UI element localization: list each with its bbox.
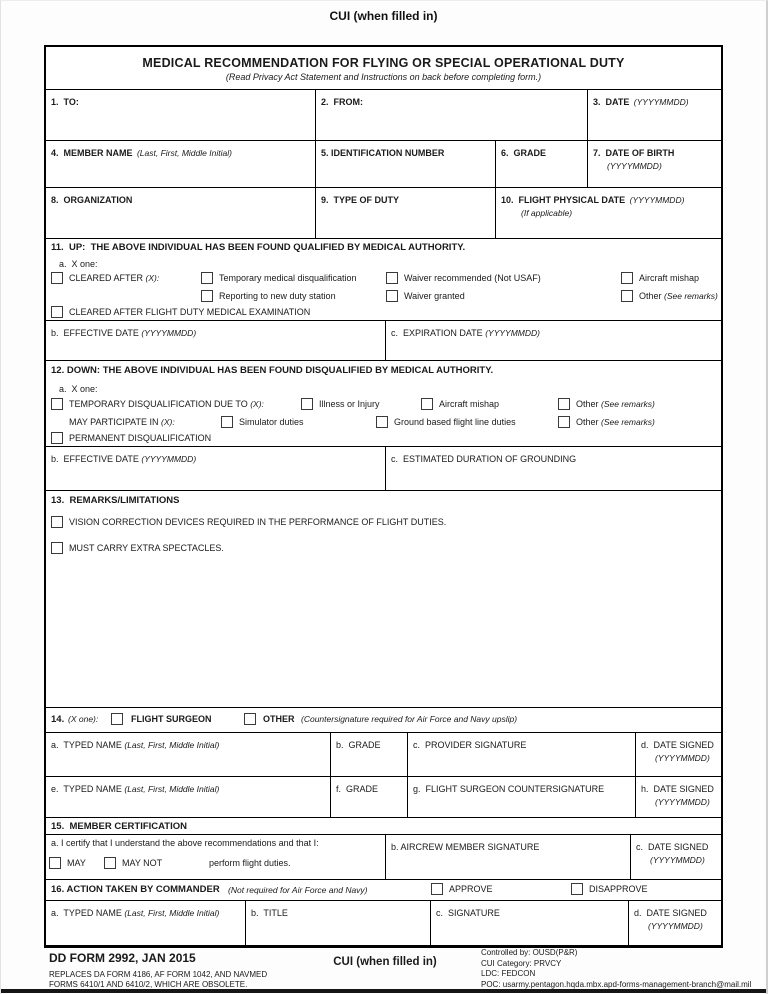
section-14-x-one: (X one): [68, 714, 99, 724]
date-format-note: (YYYYMMDD) [633, 97, 689, 107]
section-12-down [46, 361, 721, 491]
form-number: DD FORM 2992, JAN 2015 [49, 951, 196, 965]
checkbox-aircraft-mishap-11[interactable] [621, 272, 633, 284]
countersignature-label: g. FLIGHT SURGEON COUNTERSIGNATURE [413, 784, 605, 794]
flight-physical-date-label: 10. FLIGHT PHYSICAL DATE [501, 195, 626, 205]
id-number-label: 5. IDENTIFICATION NUMBER [321, 148, 445, 158]
opt-spectacles-label: MUST CARRY EXTRA SPECTACLES. [69, 543, 224, 553]
cleared-after-fdme-label: CLEARED AFTER FLIGHT DUTY MEDICAL EXAMINATION [69, 307, 311, 317]
checkbox-permanent-disqualification[interactable] [51, 432, 63, 444]
opt-reporting-label: Reporting to new duty station [219, 291, 336, 301]
row-org-duty-physical [46, 188, 721, 239]
section-15-row [46, 835, 721, 879]
flight-physical-date-format: (YYYYMMDD) [629, 195, 685, 205]
checkbox-ground-based-duties[interactable] [376, 416, 388, 428]
replaces-line-2: FORMS 6410/1 AND 6410/2, WHICH ARE OBSOLETE. [49, 980, 248, 989]
section-14-num: 14. [51, 714, 65, 725]
field-from[interactable] [316, 90, 588, 140]
typed-name-label-16a: a. TYPED NAME (Last, First, Middle Initial) [51, 908, 220, 918]
checkbox-other-12-temp[interactable] [558, 398, 570, 410]
checkbox-approve[interactable] [431, 883, 443, 895]
field-14g-countersignature[interactable] [408, 777, 636, 818]
flight-surgeon-label: FLIGHT SURGEON [131, 714, 212, 724]
field-14a-typed-name[interactable] [46, 733, 331, 776]
section-12-date-row [46, 446, 721, 490]
field-16d-date-signed[interactable] [629, 901, 721, 946]
grade-label: 6. GRADE [501, 148, 547, 158]
cleared-after-label: CLEARED AFTER (X): [69, 273, 160, 283]
opt-aircraft-mishap-label-12: Aircraft mishap [439, 399, 500, 409]
section-16-commander [46, 880, 721, 946]
checkbox-aircraft-mishap-12[interactable] [421, 398, 433, 410]
field-date-of-birth[interactable] [588, 141, 721, 187]
may-not-label: MAY NOT [122, 858, 163, 868]
may-participate-label: MAY PARTICIPATE IN (X): [69, 417, 175, 427]
checkbox-temporary-disqualification[interactable] [51, 398, 63, 410]
section-13-header: 13. REMARKS/LIMITATIONS [51, 495, 180, 506]
certify-text: a. I certify that I understand the above recommendations and that I: [51, 838, 319, 848]
checkbox-cleared-after[interactable] [51, 272, 63, 284]
controlled-by: Controlled by: OUSD(P&R) [481, 948, 578, 957]
field-date[interactable] [588, 90, 721, 140]
field-member-name[interactable] [46, 141, 316, 187]
date-signed-note-h: (YYYYMMDD) [655, 797, 710, 807]
checkbox-illness-or-injury[interactable] [301, 398, 313, 410]
poc: POC: usarmy.pentagon.hqda.mbx.apd-forms-management-branch@mail.mil [481, 979, 752, 989]
field-16c-signature[interactable] [431, 901, 629, 946]
typed-name-label-a: a. TYPED NAME (Last, First, Middle Initial) [51, 740, 220, 750]
member-name-note: (Last, First, Middle Initial) [136, 148, 232, 158]
checkbox-other-11[interactable] [621, 290, 633, 302]
cui-category: CUI Category: PRVCY [481, 958, 562, 968]
field-14c-provider-signature[interactable] [408, 733, 636, 776]
field-to[interactable] [46, 90, 316, 140]
grade-label-b: b. GRADE [336, 740, 381, 750]
section-12-header: 12. DOWN: THE ABOVE INDIVIDUAL HAS BEEN FOUND DISQUALIFIED BY MEDICAL AUTHORITY. [51, 365, 494, 376]
other-label-14: OTHER [263, 714, 295, 724]
field-12-effective-date[interactable] [46, 447, 386, 490]
replaces-line-1: REPLACES DA FORM 4186, AF FORM 1042, AND NAVMED [49, 970, 268, 979]
field-14e-typed-name[interactable] [46, 777, 331, 818]
field-flight-physical-date[interactable] [496, 188, 721, 238]
section-14-row-a [46, 733, 721, 776]
section-14-provider [46, 708, 721, 818]
opt-simulator-label: Simulator duties [239, 417, 304, 427]
checkbox-waiver-recommended[interactable] [386, 272, 398, 284]
checkbox-temporary-medical-disqualification[interactable] [201, 272, 213, 284]
field-type-of-duty[interactable] [316, 188, 496, 238]
field-16a-typed-name[interactable] [46, 901, 246, 946]
date-signed-note-d: (YYYYMMDD) [655, 753, 710, 763]
opt-aircraft-mishap-label-11: Aircraft mishap [639, 273, 700, 283]
section-12-body [46, 361, 721, 446]
checkbox-cleared-after-fdme[interactable] [51, 306, 63, 318]
form-title: MEDICAL RECOMMENDATION FOR FLYING OR SPECIAL OPERATIONAL DUTY [142, 56, 625, 70]
section-15-member-certification [46, 818, 721, 880]
from-label: 2. FROM: [321, 97, 363, 107]
opt-other-label-12-temp: Other (See remarks) [576, 399, 655, 409]
effective-date-label-11: b. EFFECTIVE DATE (YYYYMMDD) [51, 328, 197, 338]
field-14h-date-signed[interactable] [636, 777, 721, 818]
section-14-header-row [46, 708, 721, 733]
checkbox-simulator-duties[interactable] [221, 416, 233, 428]
temp-dq-label: TEMPORARY DISQUALIFICATION DUE TO (X): [69, 399, 264, 409]
date-signed-label-h: h. DATE SIGNED [641, 784, 714, 794]
section-13-remarks[interactable] [46, 491, 721, 708]
date-signed-label-16d: d. DATE SIGNED [634, 908, 707, 918]
checkbox-vision-correction[interactable] [51, 516, 63, 528]
grade-label-f: f. GRADE [336, 784, 379, 794]
opt-illness-label: Illness or Injury [319, 399, 380, 409]
section-14-row-e [46, 776, 721, 818]
form-subtitle: (Read Privacy Act Statement and Instructions on back before completing form.) [225, 72, 542, 82]
member-name-label: 4. MEMBER NAME [51, 148, 133, 158]
perform-flight-duties-label: perform flight duties. [209, 858, 291, 868]
aircrew-signature-label: b. AIRCREW MEMBER SIGNATURE [391, 842, 540, 852]
opt-other-label-11: Other (See remarks) [639, 291, 718, 301]
checkbox-reporting-new-duty-station[interactable] [201, 290, 213, 302]
date-signed-label-15c: c. DATE SIGNED [636, 842, 709, 852]
section-11-body [46, 239, 721, 320]
ldc: LDC: FEDCON [481, 969, 536, 978]
checkbox-may-not[interactable] [104, 857, 116, 869]
section-12-x-one: a. X one: [59, 384, 98, 394]
section-16-row [46, 901, 721, 946]
typed-name-label-e: e. TYPED NAME (Last, First, Middle Initial) [51, 784, 220, 794]
flight-physical-date-applicable: (If applicable) [521, 208, 573, 218]
checkbox-may[interactable] [49, 857, 61, 869]
opt-waiver-recommended-label: Waiver recommended (Not USAF) [404, 273, 541, 283]
cui-control-block [481, 948, 751, 990]
field-15c-date-signed[interactable] [631, 835, 721, 879]
checkbox-other-14[interactable] [244, 713, 256, 725]
section-15-header: 15. MEMBER CERTIFICATION [51, 821, 187, 832]
estimated-duration-label: c. ESTIMATED DURATION OF GROUNDING [391, 454, 577, 464]
replaces-note [49, 970, 267, 990]
form-title-row [46, 47, 721, 90]
organization-label: 8. ORGANIZATION [51, 195, 133, 205]
cui-banner-top: CUI (when filled in) [329, 9, 438, 23]
section-11-header: 11. UP: THE ABOVE INDIVIDUAL HAS BEEN FOUND QUALIFIED BY MEDICAL AUTHORITY. [51, 242, 466, 253]
may-label: MAY [67, 858, 86, 868]
section-16-header: 16. ACTION TAKEN BY COMMANDER [51, 884, 220, 895]
date-signed-note-16d: (YYYYMMDD) [648, 921, 703, 931]
field-12-estimated-duration[interactable] [386, 447, 721, 490]
date-signed-label-d: d. DATE SIGNED [641, 740, 714, 750]
section-15-header-row [46, 818, 721, 835]
checkbox-disapprove[interactable] [571, 883, 583, 895]
to-label: 1. TO: [51, 97, 79, 107]
section-11-x-one: a. X one: [59, 259, 98, 269]
field-grade[interactable] [496, 141, 588, 187]
opt-ground-based-label: Ground based flight line duties [394, 417, 516, 427]
opt-temp-med-dq-label: Temporary medical disqualification [219, 273, 357, 283]
disapprove-label: DISAPPROVE [589, 884, 648, 894]
opt-vision-label: VISION CORRECTION DEVICES REQUIRED IN THE PERFORMANCE OF FLIGHT DUTIES. [69, 517, 447, 527]
field-identification-number[interactable] [316, 141, 496, 187]
checkbox-other-12-may[interactable] [558, 416, 570, 428]
provider-signature-label: c. PROVIDER SIGNATURE [413, 740, 527, 750]
field-15b-aircrew-signature[interactable] [386, 835, 631, 879]
field-organization[interactable] [46, 188, 316, 238]
checkbox-flight-surgeon[interactable] [111, 713, 123, 725]
cui-banner-bottom: CUI (when filled in) [333, 956, 437, 968]
title-label-16b: b. TITLE [251, 908, 288, 918]
effective-date-label-12: b. EFFECTIVE DATE (YYYYMMDD) [51, 454, 197, 464]
date-label: 3. DATE [593, 97, 630, 107]
checkbox-waiver-granted[interactable] [386, 290, 398, 302]
field-16b-title[interactable] [246, 901, 431, 946]
row-member-id-grade-dob [46, 141, 721, 188]
row-to-from-date [46, 90, 721, 141]
dob-format-note: (YYYYMMDD) [607, 161, 662, 171]
section-16-header-row [46, 880, 721, 901]
field-11-expiration-date[interactable] [386, 321, 721, 360]
field-14b-grade[interactable] [331, 733, 408, 776]
field-14d-date-signed[interactable] [636, 733, 721, 776]
scan-bottom-edge [1, 989, 768, 993]
approve-label: APPROVE [449, 884, 493, 894]
other-note-14: (Countersignature required for Air Force and Navy upslip) [301, 714, 518, 724]
opt-waiver-granted-label: Waiver granted [404, 291, 465, 301]
type-of-duty-label: 9. TYPE OF DUTY [321, 195, 400, 205]
section-11-up [46, 239, 721, 361]
expiration-date-label: c. EXPIRATION DATE (YYYYMMDD) [391, 328, 540, 338]
section-11-date-row [46, 320, 721, 360]
signature-label-16c: c. SIGNATURE [436, 908, 500, 918]
field-14f-grade[interactable] [331, 777, 408, 818]
perm-dq-label: PERMANENT DISQUALIFICATION [69, 433, 212, 443]
field-15a-certification[interactable] [46, 835, 386, 879]
checkbox-extra-spectacles[interactable] [51, 542, 63, 554]
date-signed-note-15c: (YYYYMMDD) [650, 855, 705, 865]
field-11-effective-date[interactable] [46, 321, 386, 360]
dd-form-2992 [44, 45, 723, 948]
opt-other-label-12-may: Other (See remarks) [576, 417, 655, 427]
section-16-header-note: (Not required for Air Force and Navy) [228, 885, 368, 895]
dob-label: 7. DATE OF BIRTH [593, 148, 675, 158]
